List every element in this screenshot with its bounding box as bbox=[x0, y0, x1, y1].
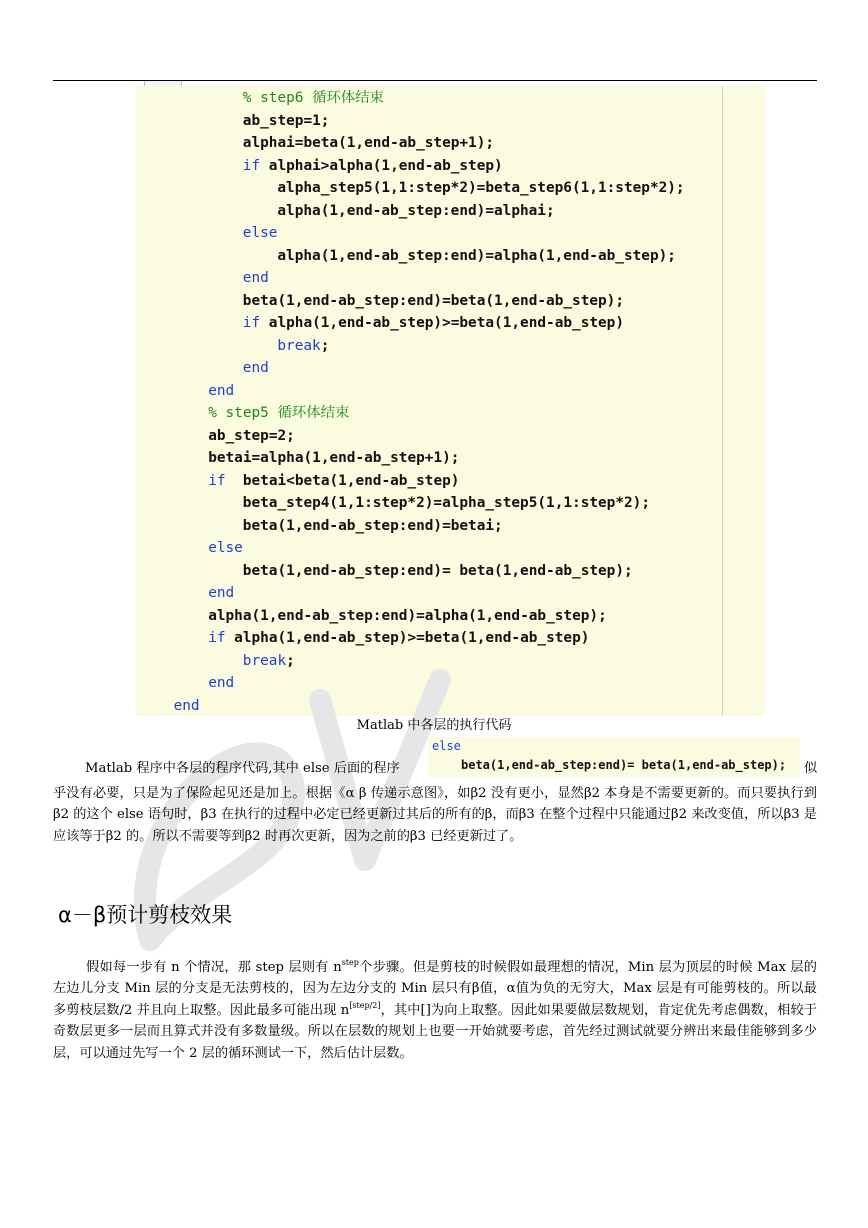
code-line bbox=[243, 516, 503, 536]
paragraph-1-body: 乎没有必要，只是为了保险起见还是加上。根据《α β 传递示意图》，如β2 没有更小，显然β2 本身是不需要更新的。而只要执行到β2 的这个 else 语句时，β3 在执行的过程中必定已经更新过其后的所有的β，而β3 在整个过程中只能通过β2 来改变值，所以β3 是应该等于β2 的。所以不需要等到β2 时再次更新，因为之前的β3 已经更新过了。 bbox=[53, 786, 817, 844]
code-keyword: end bbox=[242, 360, 269, 376]
code-text: ; bbox=[320, 337, 330, 354]
code-line bbox=[208, 538, 243, 558]
code-keyword: if bbox=[208, 472, 226, 489]
code-text: alpha(1,end-ab_step:end)=alpha(1,end-ab_step); bbox=[208, 607, 607, 624]
inline-code-snippet bbox=[428, 737, 800, 777]
code-line bbox=[208, 403, 349, 423]
code-text: ab_step=2; bbox=[208, 427, 295, 444]
code-line bbox=[243, 493, 650, 513]
code-line bbox=[243, 651, 295, 671]
section-title: α－β预计剪枝效果 bbox=[58, 903, 233, 927]
code-line bbox=[174, 696, 200, 716]
code-line bbox=[208, 583, 234, 603]
superscript-step: step bbox=[341, 958, 359, 967]
code-line bbox=[243, 561, 633, 581]
code-text: beta_step4(1,1:step*2)=alpha_step5(1,1:step*2); bbox=[242, 495, 650, 511]
code-line bbox=[243, 358, 269, 378]
code-line bbox=[243, 223, 278, 243]
code-keyword: end bbox=[208, 585, 235, 601]
code-keyword: if bbox=[242, 315, 261, 331]
code-text: alpha(1,end-ab_step)>=beta(1,end-ab_step) bbox=[225, 630, 590, 646]
code-line bbox=[208, 448, 459, 468]
figure-caption: Matlab 中各层的执行代码 bbox=[356, 718, 512, 733]
code-text: betai<beta(1,end-ab_step) bbox=[225, 472, 460, 489]
code-margin-guide bbox=[722, 86, 723, 716]
code-keyword: break bbox=[277, 337, 321, 354]
code-line bbox=[208, 426, 295, 446]
code-line bbox=[243, 111, 330, 131]
code-keyword: if bbox=[208, 630, 226, 646]
code-keyword: end bbox=[208, 382, 235, 399]
paragraph-2-part-3: ，其中[]为向上取整。因此如果要做层数规划，肯定优先考虑偶数，相较于奇数层更多一层而且算式并没有多数量级。所以在层数的规划上也要一开始就要考虑，首先经过测试就要分辨出来最佳能够到多少层，可以通过先写一个 2 层的循环测试一下，然后估计层数。 bbox=[53, 1002, 817, 1061]
code-text: beta(1,end-ab_step:end)=beta(1,end-ab_step); bbox=[242, 292, 625, 309]
paragraph-2-part-1: 假如每一步有 n 个情况，那 step 层则有 n bbox=[86, 960, 342, 975]
code-text: alpha_step5(1,1:step*2)=beta_step6(1,1:step*2); bbox=[277, 180, 685, 196]
paragraph-1-tail: 似 bbox=[804, 761, 818, 776]
code-keyword: else bbox=[208, 540, 243, 556]
code-line bbox=[243, 88, 384, 108]
code-keyword: break bbox=[242, 652, 287, 669]
code-line bbox=[243, 133, 494, 153]
code-text: alpha(1,end-ab_step)>=beta(1,end-ab_step) bbox=[260, 315, 625, 331]
snippet-code-line: beta(1,end-ab_step:end)= beta(1,end-ab_step); bbox=[461, 758, 787, 772]
code-keyword: end bbox=[208, 675, 235, 691]
code-text: beta(1,end-ab_step:end)=betai; bbox=[242, 517, 503, 534]
code-line bbox=[208, 673, 234, 693]
code-line bbox=[243, 156, 503, 176]
code-text: alphai>alpha(1,end-ab_step) bbox=[260, 157, 503, 174]
paragraph-2-part-2: 个步骤。但是剪枝的时候假如最理想的情况，Min 层为顶层的时候 Max 层的左边儿分支 Min 层的分支是无法剪枝的，因为左边分支的 Min 层只有β值，α值为负的无穷大，Max 层是有可能剪枝的。所以最多剪枝层数/2 并且向上取整。因此最多可能出现 n bbox=[53, 960, 817, 1018]
snippet-else-keyword: else bbox=[432, 739, 461, 753]
code-line bbox=[277, 246, 676, 266]
code-keyword: else bbox=[242, 225, 278, 241]
code-line bbox=[243, 313, 624, 333]
code-text: beta(1,end-ab_step:end)= beta(1,end-ab_step); bbox=[242, 562, 633, 579]
code-line bbox=[243, 268, 269, 288]
code-keyword: end bbox=[242, 270, 269, 286]
code-text: ; bbox=[286, 652, 295, 669]
paragraph-2 bbox=[53, 957, 817, 1064]
code-line bbox=[277, 201, 554, 221]
code-line bbox=[208, 381, 234, 401]
paragraph-1-lead: Matlab 程序中各层的程序代码,其中 else 后面的程序 bbox=[85, 761, 400, 776]
code-text: % step5 循环体结束 bbox=[208, 405, 350, 421]
code-text: % step6 循环体结束 bbox=[242, 90, 385, 106]
code-text: betai=alpha(1,end-ab_step+1); bbox=[208, 450, 460, 466]
code-line bbox=[208, 606, 607, 626]
code-text: alpha(1,end-ab_step:end)=alphai; bbox=[277, 202, 555, 219]
code-text: ab_step=1; bbox=[242, 112, 330, 129]
code-line bbox=[208, 471, 459, 491]
code-keyword: end bbox=[173, 697, 200, 714]
code-line bbox=[277, 178, 684, 198]
code-text: alpha(1,end-ab_step:end)=alpha(1,end-ab_step); bbox=[277, 247, 676, 264]
superscript-step-half: [step/2] bbox=[349, 1000, 381, 1010]
code-line bbox=[208, 628, 589, 648]
code-line bbox=[277, 336, 329, 356]
code-line bbox=[243, 291, 624, 311]
code-text: alphai=beta(1,end-ab_step+1); bbox=[242, 135, 495, 151]
code-keyword: if bbox=[242, 157, 261, 174]
